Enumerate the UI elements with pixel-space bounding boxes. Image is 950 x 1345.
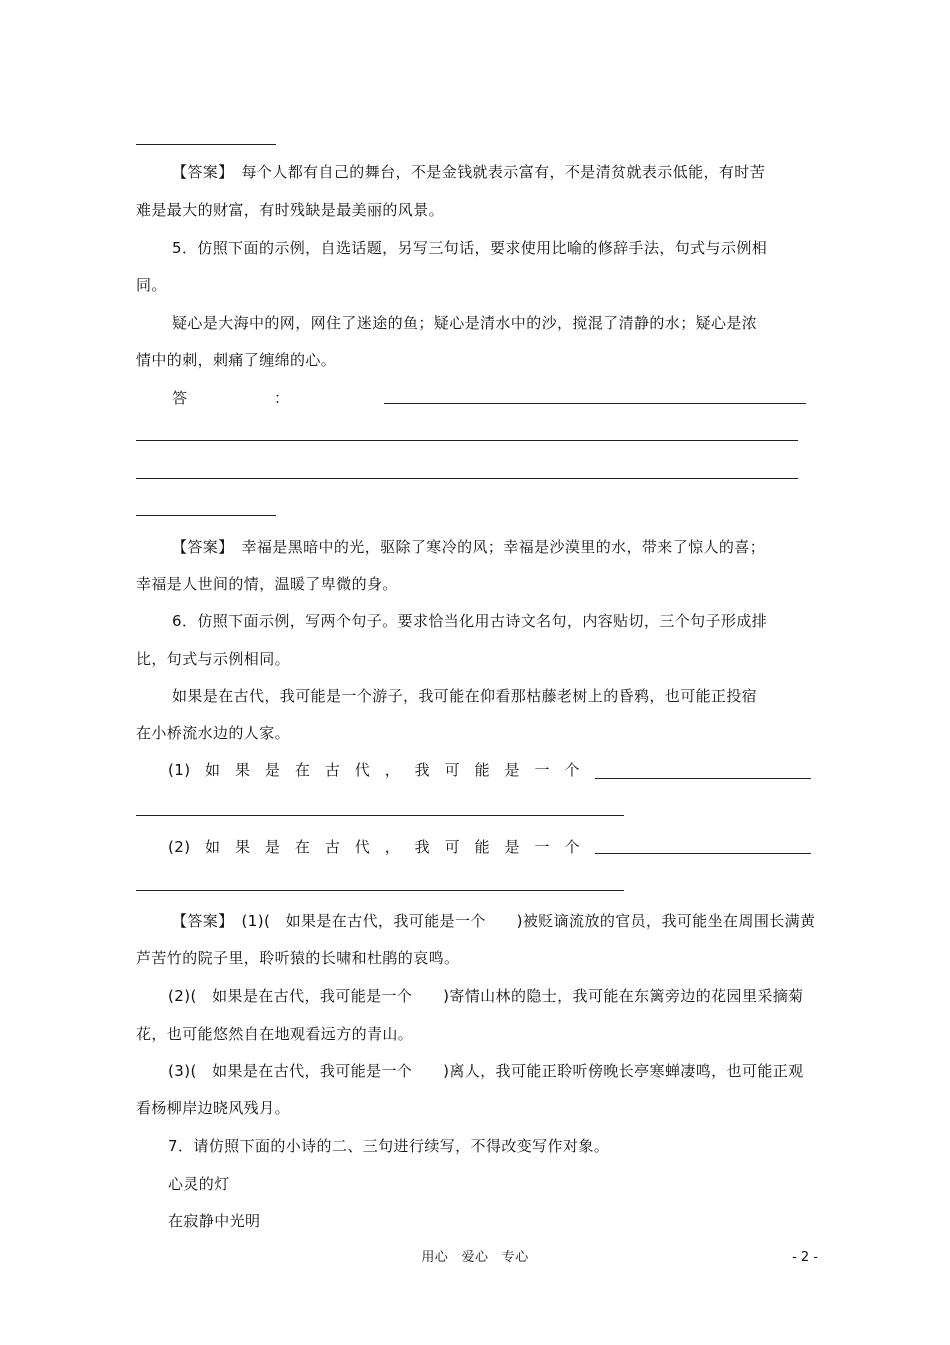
answer-label-colon: ： [274, 389, 290, 407]
fill-1-number: (1) [168, 761, 191, 779]
question-6-line-1: 6．仿照下面示例，写两个句子。要求恰当化用古诗文名句，内容贴切，三个句子形成排 [172, 612, 768, 630]
blank-line [384, 403, 806, 404]
fill-1-char: 我 [414, 761, 431, 779]
answer-6-1-line-2: 芦苦竹的院子里，聆听猿的长啸和杜鹃的哀鸣。 [136, 949, 460, 967]
answer-label-char: 答 [172, 389, 188, 407]
blank-line [136, 815, 624, 816]
blank-line [595, 853, 811, 854]
answer-6-2-line-1: (2)( 如果是在古代，我可能是一个 )寄情山林的隐士，我可能在东篱旁边的花园里采摘菊 [168, 987, 804, 1005]
example-5-line-1: 疑心是大海中的网，网住了迷途的鱼；疑心是清水中的沙，搅混了清静的水；疑心是浓 [172, 314, 758, 332]
fill-2-char: 一 [534, 838, 550, 856]
answer-6-2-line-2: 花，也可能悠然自在地观看远方的青山。 [136, 1025, 414, 1043]
fill-2-char: 如 [205, 838, 221, 856]
fill-1-char: 一 [534, 761, 550, 779]
page-number: - 2 - [792, 1250, 818, 1265]
fill-2-char: 代 [354, 838, 371, 856]
blank-line [136, 478, 798, 479]
answer-5-line-2: 幸福是人世间的情，温暖了卑微的身。 [136, 575, 398, 593]
fill-1-char: 是 [264, 761, 281, 779]
fill-1-char: 是 [504, 761, 520, 779]
example-6-line-2: 在小桥流水边的人家。 [136, 724, 291, 742]
blank-line [136, 515, 276, 516]
answer-4-line-1: 【答案】 每个人都有自己的舞台，不是金钱就表示富有，不是清贫就表示低能，有时苦 [172, 163, 766, 181]
poem-line-2: 在寂静中光明 [168, 1212, 261, 1230]
fill-2-number: (2) [168, 838, 191, 856]
fill-2-char: 果 [234, 838, 251, 856]
fill-1-char: 能 [474, 761, 490, 779]
example-5-line-2: 情中的刺，刺痛了缠绵的心。 [136, 351, 337, 369]
answer-6-3-line-1: (3)( 如果是在古代，我可能是一个 )离人，我可能正聆听傍晚长亭寒蝉凄鸣，也可能正观 [168, 1062, 804, 1080]
answer-6-3-line-2: 看杨柳岸边晓风残月。 [136, 1099, 291, 1117]
example-6-line-1: 如果是在古代，我可能是一个游子，我可能在仰看那枯藤老树上的昏鸦，也可能正投宿 [172, 687, 758, 705]
blank-line [136, 440, 798, 441]
fill-1-char: 如 [205, 761, 221, 779]
fill-1-char: 古 [324, 761, 341, 779]
question-7: 7．请仿照下面的小诗的二、三句进行续写，不得改变写作对象。 [168, 1137, 610, 1155]
blank-line [595, 778, 811, 779]
question-6-line-2: 比，句式与示例相同。 [136, 650, 291, 668]
fill-2-char: 可 [444, 838, 461, 856]
fill-2-char: 是 [264, 838, 281, 856]
fill-2-char: 个 [564, 838, 580, 856]
fill-1-prompt [168, 760, 580, 780]
fill-1-char: ， [384, 761, 401, 779]
fill-1-char: 代 [354, 761, 371, 779]
answer-4-line-2: 难是最大的财富，有时残缺是最美丽的风景。 [136, 201, 445, 219]
fill-2-char: ， [384, 838, 401, 856]
answer-5-line-1: 【答案】 幸福是黑暗中的光，驱除了寒冷的风；幸福是沙漠里的水，带来了惊人的喜； [172, 538, 766, 556]
blank-line [136, 144, 276, 145]
fill-1-char: 个 [564, 761, 580, 779]
fill-2-char: 我 [414, 838, 431, 856]
fill-2-char: 能 [474, 838, 490, 856]
fill-2-prompt [168, 837, 580, 857]
fill-1-char: 可 [444, 761, 461, 779]
question-5-line-1: 5．仿照下面的示例，自选话题，另写三句话，要求使用比喻的修辞手法，句式与示例相 [172, 239, 768, 257]
blank-line [136, 890, 624, 891]
question-5-line-2: 同。 [136, 276, 167, 294]
fill-1-char: 果 [234, 761, 251, 779]
footer-motto: 用心 爱心 专心 [421, 1250, 529, 1265]
poem-line-1: 心灵的灯 [168, 1175, 230, 1193]
fill-2-char: 古 [324, 838, 341, 856]
fill-1-char: 在 [294, 761, 311, 779]
fill-2-char: 在 [294, 838, 311, 856]
fill-2-char: 是 [504, 838, 520, 856]
answer-6-1-line-1: 【答案】 (1)( 如果是在古代，我可能是一个 )被贬谪流放的官员，我可能坐在周围长满黄 [172, 912, 816, 930]
